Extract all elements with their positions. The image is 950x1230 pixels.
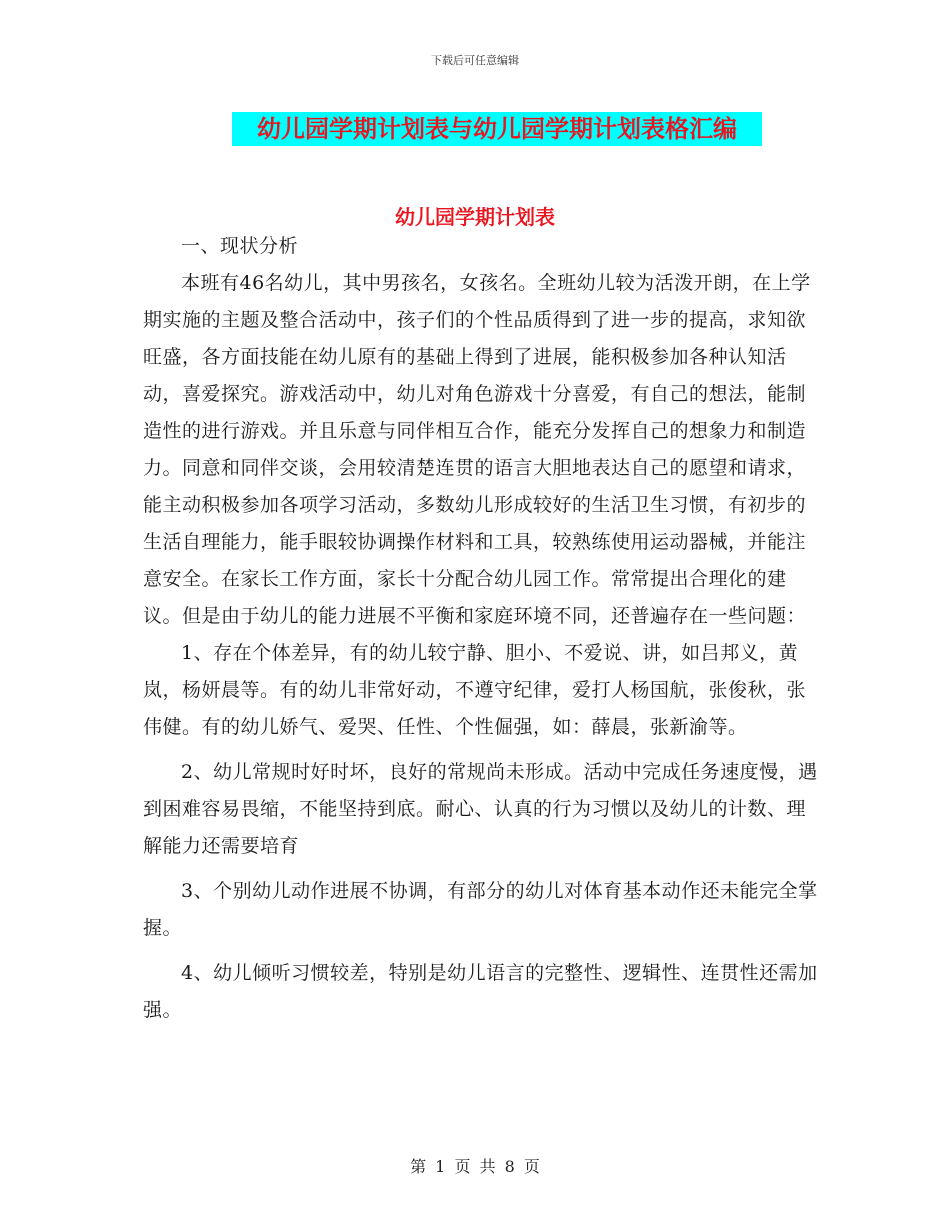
paragraph: 2、幼儿常规时好时坏，良好的常规尚未形成。活动中完成任务速度慢，遇到困难容易畏缩，不能坚持到底。耐心、认真的行为习惯以及幼儿的计数、理解能力还需要培育 (143, 761, 818, 857)
paragraph: 3、个别幼儿动作进展不协调，有部分的幼儿对体育基本动作还未能完全掌握。 (143, 880, 818, 939)
document-title: 幼儿园学期计划表与幼儿园学期计划表格汇编 (232, 112, 762, 146)
document-body (143, 228, 823, 1029)
paragraph: 4、幼儿倾听习惯较差，特别是幼儿语言的完整性、逻辑性、连贯性还需加强。 (143, 962, 818, 1021)
page-header-note: 下载后可任意编辑 (431, 54, 519, 67)
paragraph: 本班有46名幼儿，其中男孩名，女孩名。全班幼儿较为活泼开朗，在上学期实施的主题及整合活动中，孩子们的个性品质得到了进一步的提高，求知欲旺盛，各方面技能在幼儿原有的基础上得到了进展，能积极参加各种认知活动，喜爱探究。游戏活动中，幼儿对角色游戏十分喜爱，有自己的想法，能制造性的进行游戏。并且乐意与同伴相互合作，能充分发挥自己的想象力和制造力。同意和同伴交谈，会用较清楚连贯的语言大胆地表达自己的愿望和请求，能主动积极参加各项学习活动，多数幼儿形成较好的生活卫生习惯，有初步的生活自理能力，能手眼较协调操作材料和工具，较熟练使用运动器械，并能注意安全。在家长工作方面，家长十分配合幼儿园工作。常常提出合理化的建议。但是由于幼儿的能力进展不平衡和家庭环境不同，还普遍存在一些问题： (143, 272, 811, 627)
section-heading: 一、现状分析 (181, 235, 299, 257)
paragraph: 1、存在个体差异，有的幼儿较宁静、胆小、不爱说、讲，如吕邦义，黄岚，杨妍晨等。有的幼儿非常好动，不遵守纪律，爱打人杨国航，张俊秋，张伟健。有的幼儿娇气、爱哭、任性、个性倔强，如：薛晨，张新渝等。 (143, 642, 807, 738)
section-title: 幼儿园学期计划表 (395, 205, 555, 229)
page-number: 第 1 页 共 8 页 (410, 1157, 540, 1176)
